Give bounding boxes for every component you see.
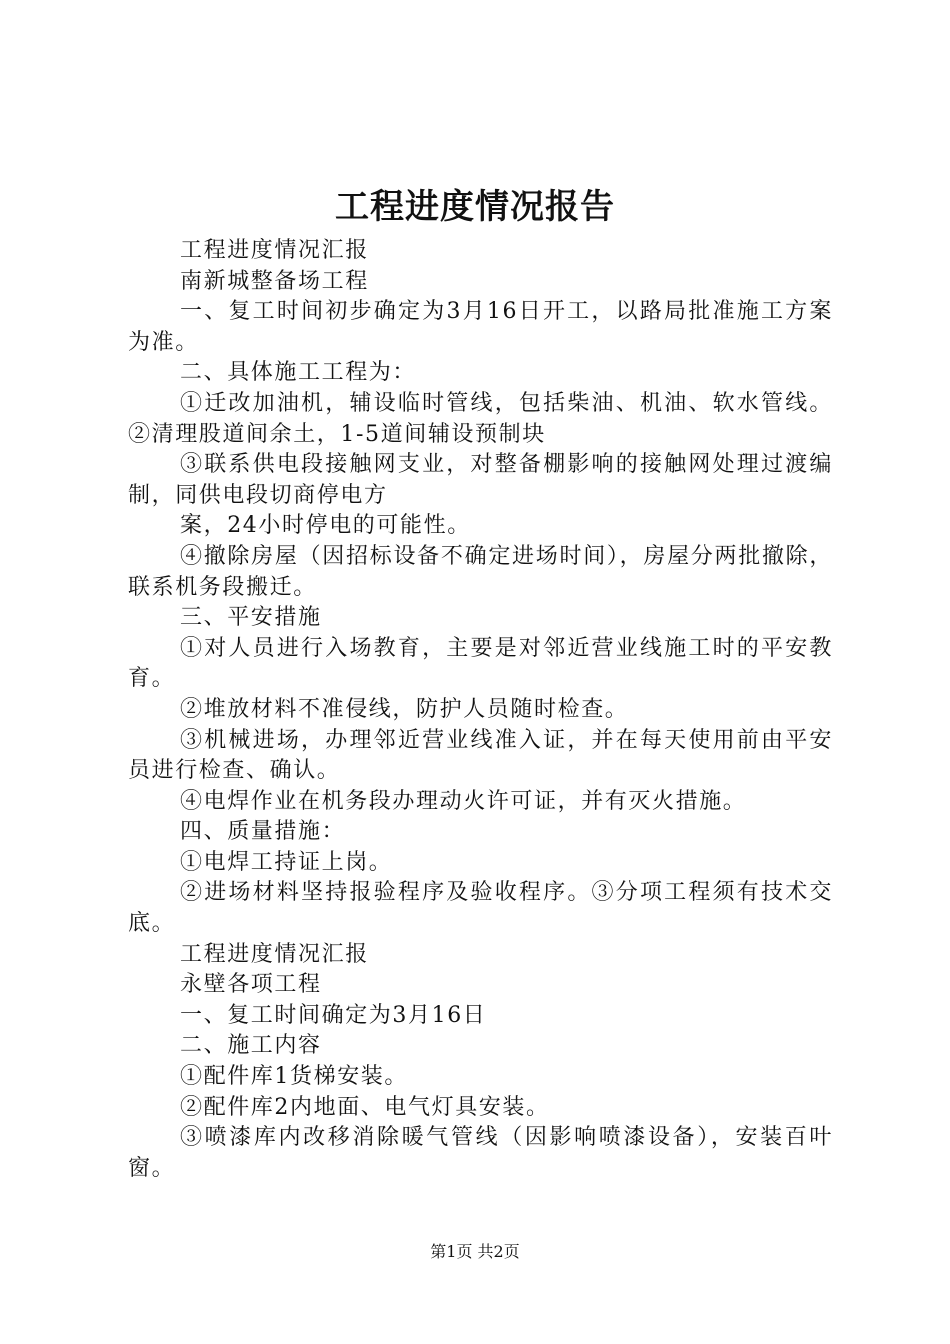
paragraph: ④撤除房屋（因招标设备不确定进场时间），房屋分两批撤除，联系机务段搬迁。 [128, 543, 833, 600]
paragraph: ①电焊工持证上岗。 [180, 849, 393, 875]
paragraph: ①配件库1货梯安装。 [180, 1064, 408, 1090]
paragraph: ②堆放材料不准侵线，防护人员随时检查。 [180, 696, 629, 722]
paragraph: 工程进度情况汇报 [180, 238, 369, 263]
paragraph: 一、复工时间初步确定为3月16日开工，以路局批准施工方案为准。 [128, 299, 833, 355]
paragraph: 四、质量措施： [180, 819, 346, 845]
paragraph: ③联系供电段接触网支业，对整备棚影响的接触网处理过渡编制，同供电段切商停电方 [128, 452, 833, 508]
document-body [128, 236, 833, 1184]
paragraph: ②配件库2内地面、电气灯具安装。 [180, 1094, 550, 1120]
paragraph: 南新城整备场工程 [180, 268, 369, 294]
paragraph: 二、具体施工工程为： [180, 360, 417, 386]
paragraph: ①迁改加油机，辅设临时管线，包括柴油、机油、软水管线。②清理股道间余土，1-5道间辅设预制块 [128, 390, 833, 447]
paragraph: 一、复工时间确定为3月16日 [180, 1002, 487, 1028]
paragraph: ②进场材料坚持报验程序及验收程序。③分项工程须有技术交底。 [128, 880, 833, 937]
paragraph: 二、施工内容 [180, 1033, 322, 1059]
paragraph: ③机械进场，办理邻近营业线准入证，并在每天使用前由平安员进行检查、确认。 [128, 727, 833, 784]
paragraph: 工程进度情况汇报 [180, 941, 369, 967]
paragraph: 案，24小时停电的可能性。 [180, 513, 471, 539]
paragraph: ④电焊作业在机务段办理动火许可证，并有灭火措施。 [180, 788, 747, 814]
paragraph: 永壁各项工程 [180, 972, 322, 998]
paragraph: ①对人员进行入场教育，主要是对邻近营业线施工时的平安教育。 [128, 635, 833, 692]
document-title: 工程进度情况报告 [335, 187, 615, 227]
paragraph: ③喷漆库内改移消除暖气管线（因影响喷漆设备），安装百叶窗。 [128, 1125, 833, 1181]
page-number-footer: 第1页 共2页 [430, 1242, 520, 1261]
paragraph: 三、平安措施 [180, 605, 322, 631]
